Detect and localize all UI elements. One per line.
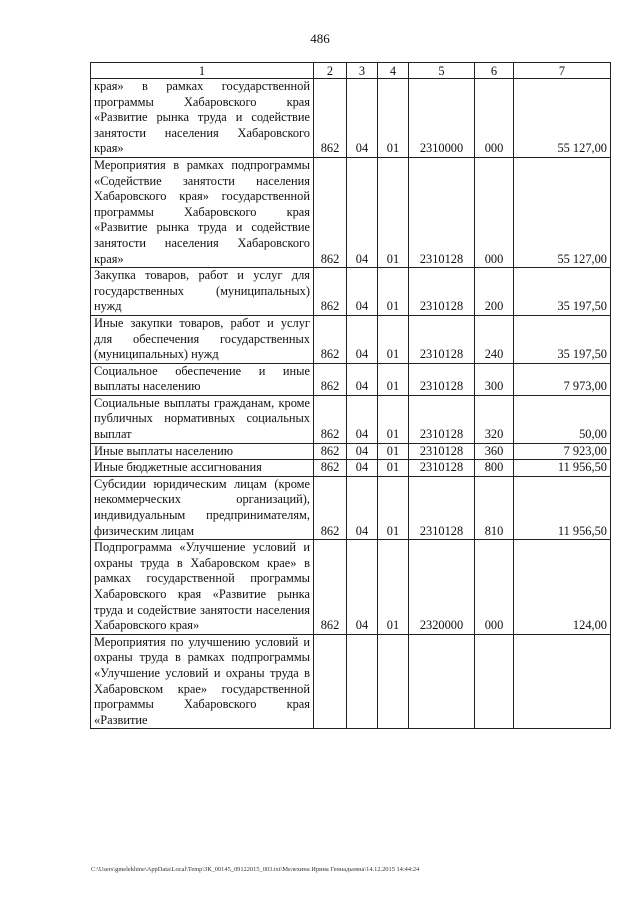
subsection-code-cell: 01 [378,395,409,443]
row-name-cell: края» в рамках государственной программы Хабаровского края «Развитие рынка труда и содействие занятости населения Хабаровского края» [91,79,314,158]
table-row [91,79,611,158]
row-name-cell: Мероприятия по улучшению условий и охраны труда в рамках подпрограммы «Улучшение условий и охраны труда в Хабаровском крае» государственной программы Хабаровского края «Развитие [91,634,314,729]
target-article-cell: 2310128 [409,443,475,460]
page-number: 486 [310,31,330,46]
target-article-cell: 2310128 [409,395,475,443]
row-name-cell: Иные бюджетные ассигнования [91,460,314,477]
table-row [91,157,611,267]
section-code-cell: 04 [347,268,378,316]
section-code-cell [347,634,378,729]
row-name-cell: Подпрограмма «Улучшение условий и охраны труда в Хабаровском крае» в рамках государственной программы Хабаровского края «Развитие рынка труда и содействие занятости населения Хабаровского края» [91,540,314,635]
subsection-code-cell: 01 [378,476,409,539]
header-row [91,63,611,79]
target-article-cell: 2310128 [409,157,475,267]
row-name-cell: Социальное обеспечение и иные выплаты населению [91,363,314,395]
table-row [91,443,611,460]
column-header: 7 [514,63,611,79]
subsection-code-cell: 01 [378,315,409,363]
section-code-cell: 04 [347,476,378,539]
target-article-cell: 2310128 [409,315,475,363]
subsection-code-cell: 01 [378,268,409,316]
grbs-code-cell: 862 [314,443,347,460]
table-row [91,634,611,729]
target-article-cell: 2310128 [409,460,475,477]
grbs-code-cell [314,634,347,729]
amount-cell: 7 973,00 [514,363,611,395]
column-header: 5 [409,63,475,79]
expense-type-cell: 240 [475,315,514,363]
expense-type-cell: 000 [475,540,514,635]
amount-cell: 11 956,50 [514,460,611,477]
column-header: 2 [314,63,347,79]
grbs-code-cell: 862 [314,476,347,539]
amount-cell: 7 923,00 [514,443,611,460]
target-article-cell: 2320000 [409,540,475,635]
subsection-code-cell: 01 [378,460,409,477]
column-header: 6 [475,63,514,79]
expense-type-cell: 810 [475,476,514,539]
expense-type-cell: 360 [475,443,514,460]
table-row [91,540,611,635]
section-code-cell: 04 [347,395,378,443]
section-code-cell: 04 [347,157,378,267]
row-name-cell: Социальные выплаты гражданам, кроме публичных нормативных социальных выплат [91,395,314,443]
row-name-cell: Иные выплаты населению [91,443,314,460]
grbs-code-cell: 862 [314,268,347,316]
file-path-footer: C:\Users\gmelekhine\AppData\Local\Temp\ЗК_00145_09122015_003.txt\Мелехина Ирина Геннадьевна\14.12.2015 14:44:24 [91,866,420,873]
target-article-cell [409,634,475,729]
grbs-code-cell: 862 [314,460,347,477]
section-code-cell: 04 [347,315,378,363]
subsection-code-cell: 01 [378,79,409,158]
subsection-code-cell: 01 [378,363,409,395]
row-name-cell: Мероприятия в рамках подпрограммы «Содействие занятости населения Хабаровского края» государственной программы Хабаровского края «Развитие рынка труда и содействие занятости населения Хабаровского края» [91,157,314,267]
amount-cell: 124,00 [514,540,611,635]
expense-type-cell: 000 [475,157,514,267]
expense-type-cell: 320 [475,395,514,443]
grbs-code-cell: 862 [314,363,347,395]
target-article-cell: 2310128 [409,363,475,395]
budget-table [90,62,611,729]
row-name-cell: Закупка товаров, работ и услуг для государственных (муниципальных) нужд [91,268,314,316]
expense-type-cell: 800 [475,460,514,477]
amount-cell: 55 127,00 [514,79,611,158]
row-name-cell: Субсидии юридическим лицам (кроме некоммерческих организаций), индивидуальным предпринимателям, физическим лицам [91,476,314,539]
column-header: 1 [91,63,314,79]
row-name-cell: Иные закупки товаров, работ и услуг для обеспечения государственных (муниципальных) нужд [91,315,314,363]
table-row [91,476,611,539]
amount-cell: 11 956,50 [514,476,611,539]
section-code-cell: 04 [347,79,378,158]
table-row [91,268,611,316]
amount-cell: 50,00 [514,395,611,443]
subsection-code-cell [378,634,409,729]
subsection-code-cell: 01 [378,540,409,635]
table-row [91,460,611,477]
amount-cell [514,634,611,729]
column-header: 3 [347,63,378,79]
expense-type-cell: 000 [475,79,514,158]
expense-type-cell [475,634,514,729]
subsection-code-cell: 01 [378,157,409,267]
grbs-code-cell: 862 [314,395,347,443]
grbs-code-cell: 862 [314,157,347,267]
grbs-code-cell: 862 [314,79,347,158]
section-code-cell: 04 [347,363,378,395]
target-article-cell: 2310000 [409,79,475,158]
target-article-cell: 2310128 [409,476,475,539]
table-row [91,315,611,363]
grbs-code-cell: 862 [314,315,347,363]
amount-cell: 35 197,50 [514,315,611,363]
amount-cell: 55 127,00 [514,157,611,267]
column-header: 4 [378,63,409,79]
expense-type-cell: 300 [475,363,514,395]
grbs-code-cell: 862 [314,540,347,635]
target-article-cell: 2310128 [409,268,475,316]
section-code-cell: 04 [347,460,378,477]
expense-type-cell: 200 [475,268,514,316]
subsection-code-cell: 01 [378,443,409,460]
table-row [91,395,611,443]
section-code-cell: 04 [347,443,378,460]
amount-cell: 35 197,50 [514,268,611,316]
section-code-cell: 04 [347,540,378,635]
table-row [91,363,611,395]
